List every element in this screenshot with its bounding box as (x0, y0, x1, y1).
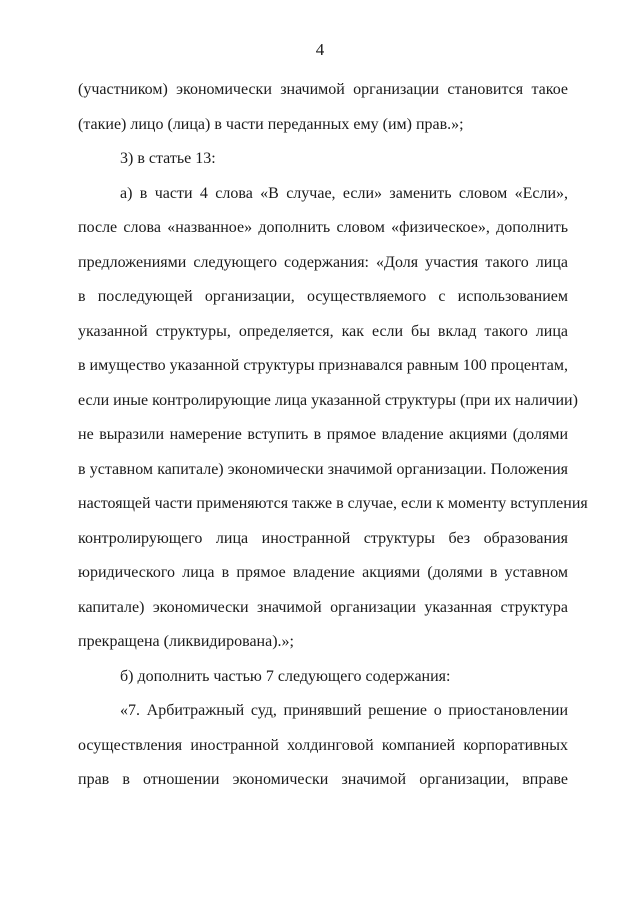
text-line: (такие) лицо (лица) в части переданных ему (им) прав.»; (78, 115, 464, 133)
text-line: указанной структуры, определяется, как если бы вклад такого лица (78, 322, 568, 340)
text-line: юридического лица в прямое владение акциями (долями в уставном (78, 564, 568, 581)
page-number: 4 (315, 40, 325, 59)
text-line: не выразили намерение вступить в прямое владение акциями (долями (78, 426, 568, 443)
text-line: б) дополнить частью 7 следующего содержания: (120, 667, 451, 685)
text-line: прекращена (ликвидирована).»; (78, 633, 294, 650)
text-line: осуществления иностранной холдинговой компанией корпоративных (78, 736, 568, 754)
text-line: (участником) экономически значимой организации становится такое (78, 81, 568, 98)
text-line: в имущество указанной структуры признавался равным 100 процентам, (78, 357, 568, 374)
text-line: «7. Арбитражный суд, принявший решение о приостановлении (120, 702, 568, 719)
text-line: 3) в статье 13: (120, 150, 216, 167)
text-line: капитале) экономически значимой организации указанная структура (78, 598, 568, 616)
text-line: если иные контролирующие лица указанной структуры (при их наличии) (78, 391, 578, 409)
text-line: контролирующего лица иностранной структуры без образования (78, 529, 568, 547)
text-line: предложениями следующего содержания: «Доля участия такого лица (78, 253, 568, 271)
text-line: в последующей организации, осуществляемого с использованием (78, 288, 568, 305)
text-line: настоящей части применяются также в случае, если к моменту вступления (78, 495, 588, 512)
text-line: прав в отношении экономически значимой организации, вправе (78, 771, 568, 788)
text-line: а) в части 4 слова «В случае, если» заменить словом «Если», (120, 184, 568, 202)
document-body (78, 73, 588, 798)
text-line: после слова «названное» дополнить словом «физическое», дополнить (78, 219, 568, 236)
text-line: в уставном капитале) экономически значимой организации. Положения (78, 460, 568, 478)
